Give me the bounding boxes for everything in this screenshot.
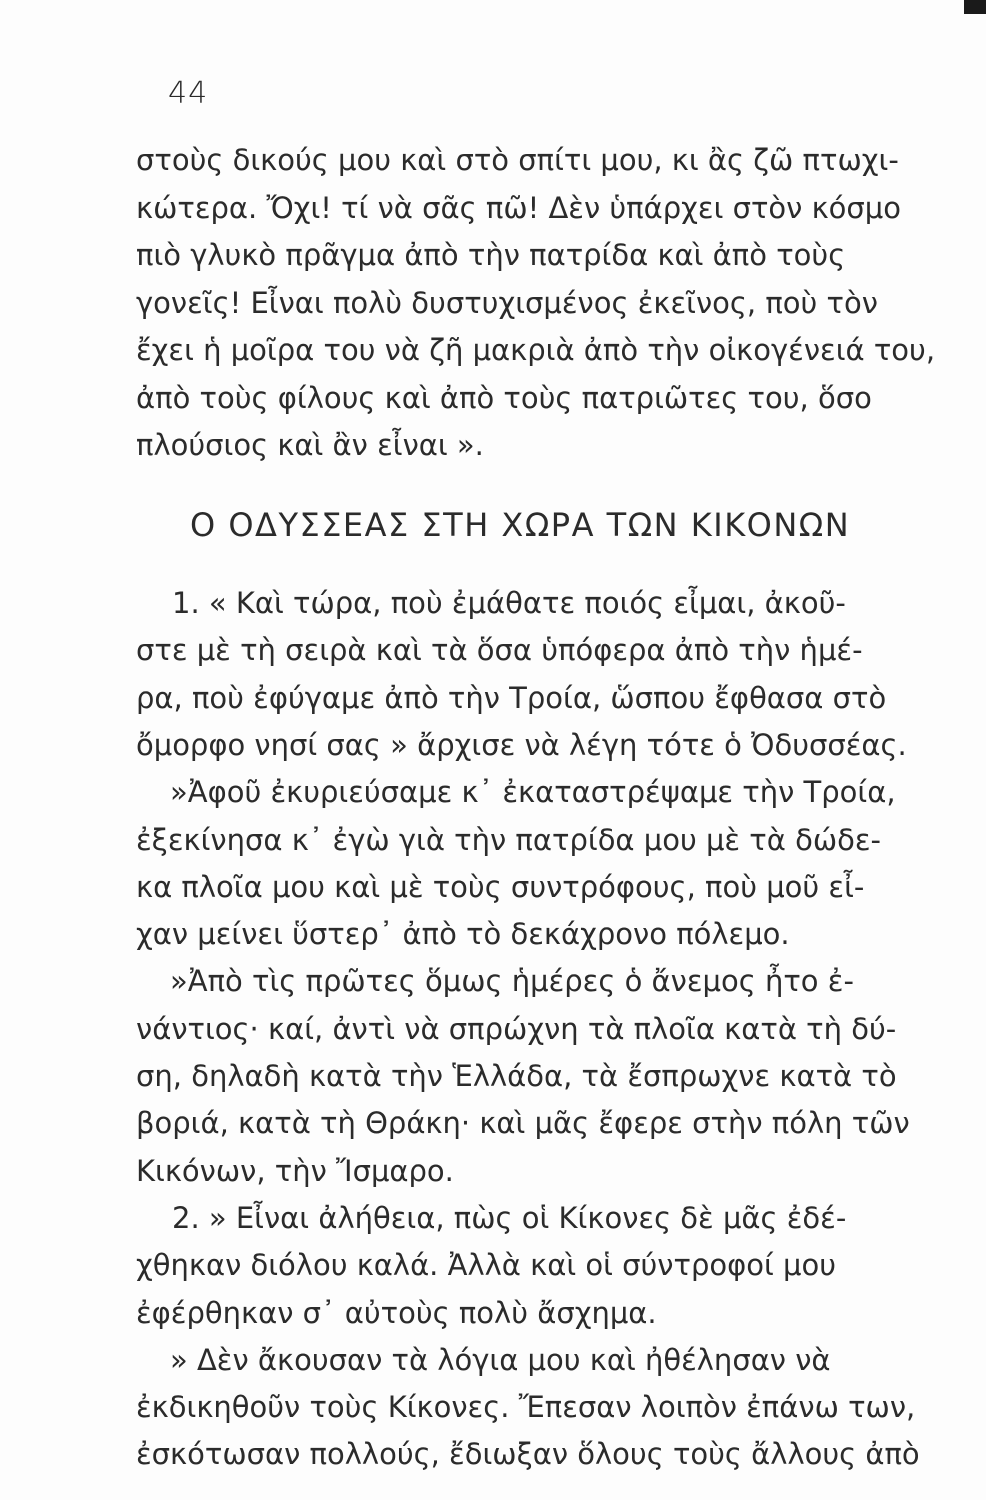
- body-text-line: Κικόνων, τὴν Ἴσμαρο.: [136, 1153, 454, 1188]
- body-text-line: χαν μείνει ὕστερ᾽ ἀπὸ τὸ δεκάχρονο πόλεμο.: [136, 917, 790, 952]
- body-text-line: βοριά, κατὰ τὴ Θράκη· καὶ μᾶς ἔφερε στὴν πόλη τῶν: [136, 1106, 910, 1141]
- scan-edge-mark: [964, 0, 986, 14]
- body-text-line: »Ἀφοῦ ἐκυριεύσαμε κ᾽ ἐκαταστρέψαμε τὴν Τροία,: [170, 775, 896, 810]
- intro-text-line: ἀπὸ τοὺς φίλους καὶ ἀπὸ τοὺς πατριῶτες του, ὅσο: [136, 380, 872, 415]
- intro-text-line: πλούσιος καὶ ἂν εἶναι ».: [136, 428, 484, 462]
- body-text-line: ἐσκότωσαν πολλούς, ἔδιωξαν ὅλους τοὺς ἄλλους ἀπὸ: [136, 1437, 920, 1472]
- body-text-line: ἐξεκίνησα κ᾽ ἐγὼ γιὰ τὴν πατρίδα μου μὲ τὰ δώδε-: [136, 822, 882, 857]
- body-text-line: 1. « Καὶ τώρα, ποὺ ἐμάθατε ποιός εἶμαι, ἀκοῦ-: [172, 586, 846, 620]
- intro-text-line: γονεῖς! Εἶναι πολὺ δυστυχισμένος ἐκεῖνος, ποὺ τὸν: [136, 285, 878, 320]
- intro-text-line: πιὸ γλυκὸ πρᾶγμα ἀπὸ τὴν πατρίδα καὶ ἀπὸ τοὺς: [136, 238, 846, 272]
- body-text-line: ση, δηλαδὴ κατὰ τὴν Ἑλλάδα, τὰ ἔσπρωχνε κατὰ τὸ: [136, 1059, 897, 1093]
- body-text-line: 2. » Εἶναι ἀλήθεια, πὼς οἱ Κίκονες δὲ μᾶς ἐδέ-: [172, 1200, 847, 1235]
- body-text-line: »Ἀπὸ τὶς πρῶτες ὅμως ἡμέρες ὁ ἄνεμος ἦτο ἐ-: [170, 964, 854, 999]
- body-text-line: ἐκδικηθοῦν τοὺς Κίκονες. Ἔπεσαν λοιπὸν ἐπάνω των,: [136, 1390, 916, 1425]
- body-text-line: χθηκαν διόλου καλά. Ἀλλὰ καὶ οἱ σύντροφοί μου: [136, 1248, 836, 1283]
- body-text-line: ὄμορφο νησί σας » ἄρχισε νὰ λέγη τότε ὁ Ὀδυσσέας.: [136, 727, 907, 762]
- intro-text-line: κώτερα. Ὄχι! τί νὰ σᾶς πῶ! Δὲν ὑπάρχει στὸν κόσμο: [136, 190, 902, 225]
- body-text-line: ἐφέρθηκαν σ᾽ αὐτοὺς πολὺ ἄσχημα.: [136, 1295, 657, 1330]
- body-text-line: ρα, ποὺ ἐφύγαμε ἀπὸ τὴν Τροία, ὥσπου ἔφθασα στὸ: [136, 680, 887, 715]
- intro-text-line: ἔχει ἡ μοῖρα του νὰ ζῆ μακριὰ ἀπὸ τὴν οἰκογένειά του,: [136, 333, 936, 367]
- body-text-line: κα πλοῖα μου καὶ μὲ τοὺς συντρόφους, ποὺ μοῦ εἶ-: [136, 869, 865, 904]
- body-text-line: » Δὲν ἄκουσαν τὰ λόγια μου καὶ ἠθέλησαν νὰ: [170, 1342, 831, 1377]
- page-number: 44: [168, 76, 209, 111]
- body-text-line: νάντιος· καί, ἀντὶ νὰ σπρώχνη τὰ πλοῖα κατὰ τὴ δύ-: [136, 1011, 897, 1046]
- chapter-heading: Ο ΟΔΥΣΣΕΑΣ ΣΤΗ ΧΩΡΑ ΤΩΝ ΚΙΚΟΝΩΝ: [190, 506, 851, 544]
- intro-text-line: στοὺς δικούς μου καὶ στὸ σπίτι μου, κι ἂς ζῶ πτωχι-: [136, 143, 899, 177]
- body-text-line: στε μὲ τὴ σειρὰ καὶ τὰ ὅσα ὑπόφερα ἀπὸ τὴν ἡμέ-: [136, 633, 863, 668]
